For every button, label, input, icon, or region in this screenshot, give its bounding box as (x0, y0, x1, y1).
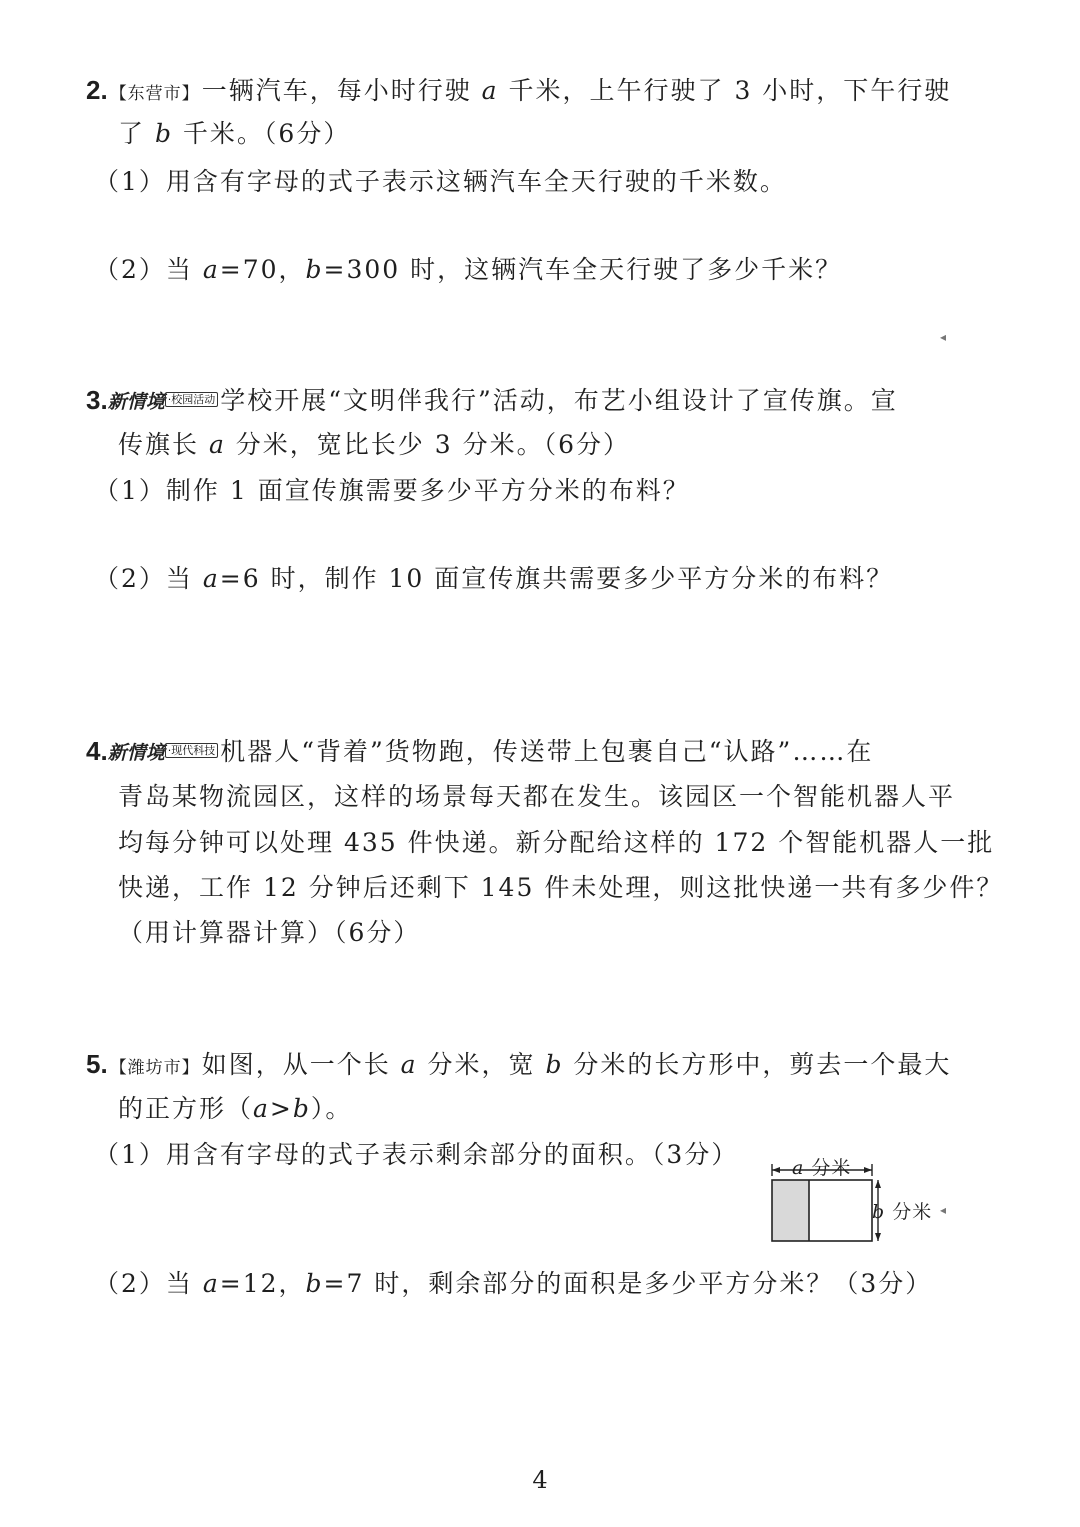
q4-tag-sub: ·现代科技 (165, 743, 219, 758)
q3-tag-sub: ·校园活动 (165, 392, 219, 407)
q4-tag-head: 新情境 (107, 742, 165, 764)
q5-var-a: a (400, 1050, 418, 1079)
q3-var-a: a (208, 430, 226, 459)
q5-text-1b: 分米，宽 (417, 1050, 546, 1079)
q3-line-2 (118, 429, 630, 461)
width-label-unit: 分米 (804, 1157, 852, 1179)
q5-text-2b: ）。 (310, 1094, 353, 1123)
q5-cond-var-b: b (292, 1094, 311, 1123)
q4-line-4: 快递，工作 12 分钟后还剩下 145 件未处理，则这批快递一共有多少件？ (118, 873, 1004, 902)
q5-part2-var-a: a (202, 1269, 220, 1298)
q5-number: 5. (86, 1049, 108, 1079)
q3-part2-var-a: a (202, 564, 220, 593)
q5-cond-var-a: a (253, 1094, 270, 1123)
q2-text-1b: 千米，上午行驶了 3 小时，下午行驶 (498, 76, 952, 105)
page-number: 4 (532, 1466, 548, 1494)
q5-part2-b: =12， (219, 1269, 306, 1298)
height-label-var: b (872, 1201, 886, 1223)
q4-number: 4. (86, 736, 108, 766)
q2-text-1a: 一辆汽车，每小时行驶 (201, 76, 482, 105)
q5-line-1 (86, 1048, 951, 1084)
q4-text-1: 机器人“背着”货物跑，传送带上包裹自己“认路”……在 (220, 737, 874, 766)
width-arrow-left (772, 1167, 780, 1173)
q3-part2-b: =6 时，制作 10 面宣传旗共需要多少平方分米的布料？ (219, 564, 894, 593)
q5-part2-c: =7 时，剩余部分的面积是多少平方分米？（3分） (323, 1269, 933, 1298)
q3-part-1: （1）制作 1 面宣传旗需要多少平方分米的布料？ (94, 476, 690, 505)
q5-text-2a: 的正方形（ (118, 1094, 254, 1123)
q5-part2-a: （2）当 (94, 1269, 203, 1298)
width-arrow-right (864, 1167, 872, 1173)
q2-var-a: a (481, 76, 499, 105)
q2-part2-var-b: b (305, 255, 324, 284)
height-arrow-top (875, 1180, 881, 1188)
q4-context-tag (108, 738, 219, 763)
q2-text-2a: 了 (118, 119, 155, 148)
q2-line-2 (118, 118, 350, 150)
q4-line-1 (86, 735, 873, 768)
q2-part2-a: （2）当 (94, 255, 203, 284)
remaining-part-shade (772, 1180, 809, 1241)
q2-region: 【东营市】 (109, 84, 200, 104)
q4-line-2: 青岛某物流园区，这样的场景每天都在发生。该园区一个智能机器人平 (118, 782, 956, 811)
q3-number: 3. (86, 385, 108, 415)
height-arrow-bottom (875, 1233, 881, 1241)
q3-part-2 (94, 563, 893, 595)
q3-tag-head: 新情境 (107, 391, 165, 413)
height-label (872, 1197, 932, 1224)
q2-line-1 (86, 74, 951, 110)
q2-part-1: （1）用含有字母的式子表示这辆汽车全天行驶的千米数。 (94, 167, 787, 196)
q5-text-1c: 分米的长方形中，剪去一个最大 (563, 1050, 952, 1079)
q3-text-2a: 传旗长 (118, 430, 209, 459)
q2-number: 2. (86, 75, 108, 105)
q5-part-1: （1）用含有字母的式子表示剩余部分的面积。（3分） (94, 1140, 739, 1169)
q5-part2-var-b: b (305, 1269, 324, 1298)
q5-text-1a: 如图，从一个长 (201, 1050, 401, 1079)
q2-text-2b: 千米。（6分） (172, 119, 351, 148)
height-label-unit: 分米 (885, 1201, 933, 1223)
q3-text-2b: 分米，宽比长少 3 分米。（6分） (225, 430, 631, 459)
q5-part-2 (94, 1268, 932, 1300)
q3-context-tag (108, 387, 219, 412)
q2-part-2 (94, 254, 842, 286)
q2-var-b: b (154, 119, 173, 148)
q5-region: 【潍坊市】 (109, 1058, 200, 1078)
q2-part2-b: =70， (219, 255, 306, 284)
q2-part2-var-a: a (202, 255, 220, 284)
q4-line-3: 均每分钟可以处理 435 件快递。新分配给这样的 172 个智能机器人一批 (118, 828, 995, 857)
q3-part2-a: （2）当 (94, 564, 203, 593)
width-label-var: a (792, 1157, 805, 1179)
q3-text-1: 学校开展“文明伴我行”活动，布艺小组设计了宣传旗。宣 (220, 386, 898, 415)
width-label (792, 1153, 851, 1180)
q2-part2-c: =300 时，这辆汽车全天行驶了多少千米？ (323, 255, 843, 284)
q5-cond-gt: > (269, 1094, 293, 1123)
q5-rectangle-figure (760, 1148, 960, 1248)
q5-line-2 (118, 1093, 352, 1125)
scan-mark: ◂ (940, 330, 947, 344)
q5-var-b: b (545, 1050, 564, 1079)
q4-line-5: （用计算器计算）（6分） (118, 918, 421, 947)
scan-mark: ◂ (940, 1203, 947, 1217)
q3-line-1 (86, 384, 898, 417)
